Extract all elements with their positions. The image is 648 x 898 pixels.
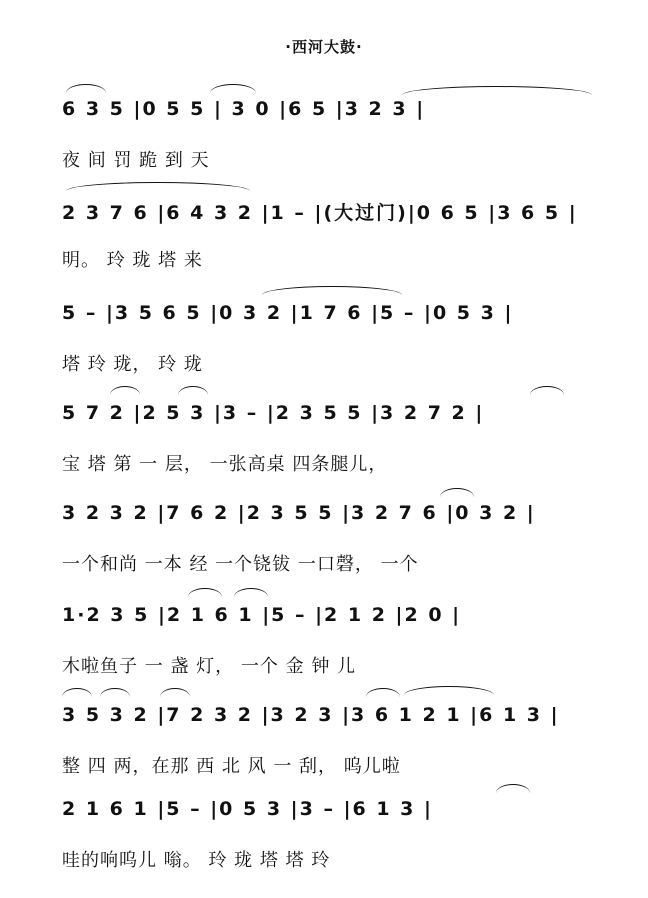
slur-arc — [210, 84, 256, 93]
score-system-5 — [0, 502, 648, 602]
notation-line: 2 1 6 1 |5 – |0 5 3 |3 – |6 1 3 | — [62, 798, 433, 820]
slur-arc — [402, 86, 592, 95]
lyrics-line: 明。 玲 珑 塔 来 — [62, 250, 203, 271]
lyrics-line: 一个和尚 一本 经 一个铙钹 一口磬， 一个 — [62, 554, 419, 575]
score-system-7 — [0, 704, 648, 804]
lyrics-line: 木啦鱼子 一 盏 灯， 一个 金 钟 儿 — [62, 656, 357, 677]
notation-line: 3 5 3 2 |7 2 3 2 |3 2 3 |3 6 1 2 1 |6 1 3 | — [62, 704, 560, 726]
score-system-6 — [0, 604, 648, 704]
lyrics-line: 整 四 两，在那 西 北 风 一 刮， 呜儿啦 — [62, 756, 401, 777]
score-system-1 — [0, 98, 648, 198]
notation-line: 1·2 3 5 |2 1 6 1 |5 – |2 1 2 |2 0 | — [62, 604, 462, 626]
notation-line: 2 3 7 6 |6 4 3 2 |1 – |(大过门)|0 6 5 |3 6 5 | — [62, 202, 578, 224]
notation-line: 5 – |3 5 6 5 |0 3 2 |1 7 6 |5 – |0 5 3 | — [62, 302, 514, 324]
lyrics-line: 哇的响呜儿 嗡。 玲 珑 塔 塔 玲 — [62, 850, 331, 871]
score-system-8 — [0, 798, 648, 898]
song-title: ·西河大鼓· — [285, 38, 363, 56]
score-system-2 — [0, 198, 648, 298]
lyrics-line: 宝 塔 第 一 层， 一张高桌 四条腿儿， — [62, 454, 388, 475]
slur-arc — [66, 84, 106, 93]
notation-line: 6 3 5 |0 5 5 | 3 0 |6 5 |3 2 3 | — [62, 98, 426, 120]
score-system-4 — [0, 402, 648, 502]
notation-line: 3 2 3 2 |7 6 2 |2 3 5 5 |3 2 7 6 |0 3 2 | — [62, 502, 536, 524]
lyrics-line: 夜 间 罚 跪 到 天 — [62, 150, 210, 171]
notation-line: 5 7 2 |2 5 3 |3 – |2 3 5 5 |3 2 7 2 | — [62, 402, 485, 424]
lyrics-line: 塔 玲 珑， 玲 珑 — [62, 354, 203, 375]
